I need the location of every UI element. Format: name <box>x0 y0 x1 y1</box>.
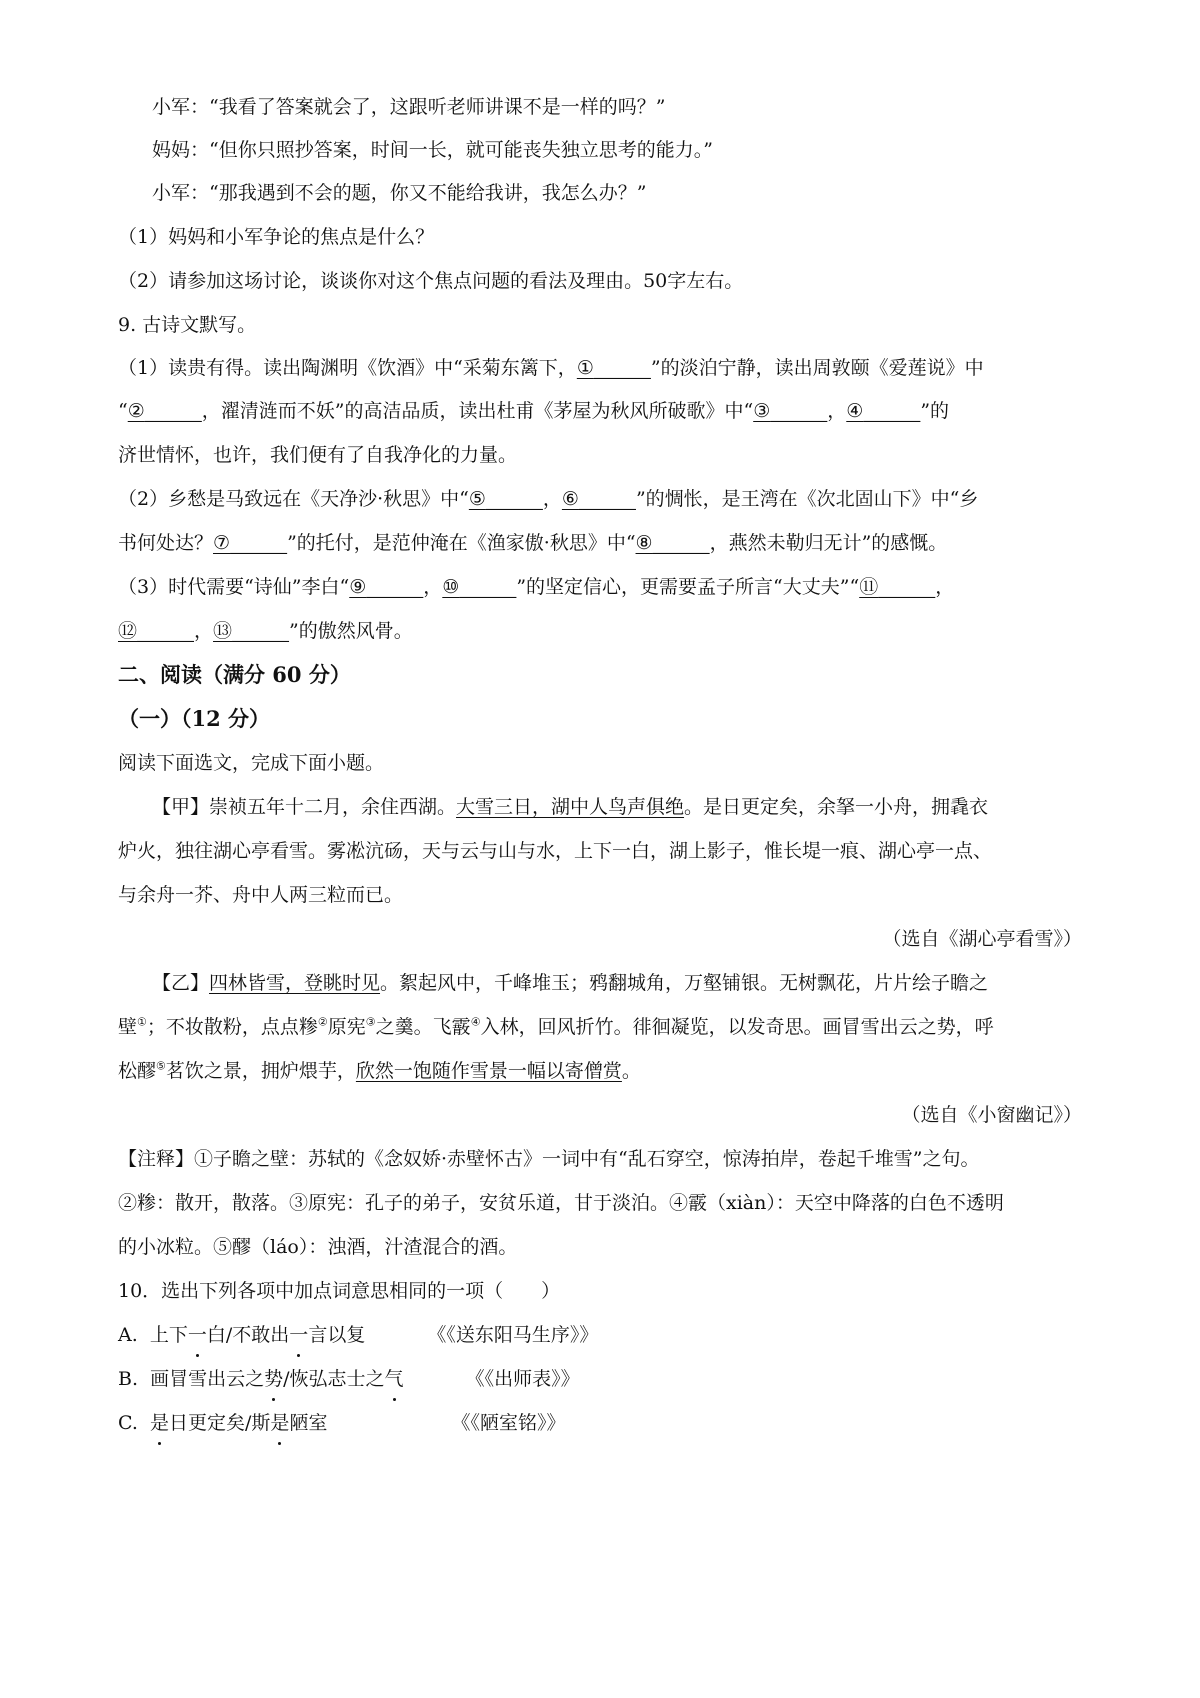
option-c[interactable]: C. 是日更定矣/斯是陋室 《《陋室铭》》 <box>118 1408 566 1438</box>
passage-yi-line: 【乙】四林皆雪，登眺时见。絮起风中，千峰堆玉；鸦翻城角，万壑铺银。无树飘花，片片绘子瞻之 <box>152 972 989 994</box>
notes-line: 的小冰粒。⑤醪（láo）：浊酒，汁渣混合的酒。 <box>118 1236 518 1258</box>
question-8-sub-1: （1）妈妈和小军争论的焦点是什么？ <box>118 226 435 248</box>
fill-blank[interactable]: ⑩ ______ <box>442 572 516 602</box>
section-title: 二、阅读（满分 60 分） <box>118 662 351 687</box>
option-a[interactable]: A. 上下一白/不敢出一言以复 《《送东阳马生序》》 <box>118 1320 598 1350</box>
section-part-title: （一）（12 分） <box>118 706 271 731</box>
passage-source: （选自《湖心亭看雪》） <box>882 928 1082 950</box>
fill-blank[interactable]: ⑫ ______ <box>118 616 194 646</box>
fill-blank[interactable]: ⑥ ______ <box>562 484 636 514</box>
fill-blank[interactable]: ⑬ ______ <box>213 616 289 646</box>
q9-line: （1）读贵有得。读出陶渊明《饮酒》中“采菊东篱下，① ______ ”的淡泊宁静，读出周敦颐《爱莲说》中 <box>118 353 984 383</box>
fill-blank[interactable]: ③ ______ <box>753 396 827 426</box>
q9-line: （2）乡愁是马致远在《天净沙·秋思》中“⑤ ______ ，⑥ ______ ”的惆怅，是王湾在《次北固山下》中“乡 <box>118 484 978 514</box>
passage-jia-line: 炉火，独往湖心亭看雪。雾凇沆砀，天与云与山与水，上下一白，湖上影子，惟长堤一痕、湖心亭一点、 <box>118 840 993 862</box>
question-8-sub-2: （2）请参加这场讨论，谈谈你对这个焦点问题的看法及理由。50字左右。 <box>118 270 744 292</box>
passage-yi-line: 壁①；不妆散粉，点点糁②原宪③之羹。飞霰④入林，回风折竹。徘徊凝览，以发奇思。画冒雪出云之势，呼 <box>118 1015 994 1038</box>
passage-source: （选自《小窗幽记》） <box>901 1104 1082 1126</box>
fill-blank[interactable]: ⑤ ______ <box>469 484 543 514</box>
dialogue-line: 小军：“我看了答案就会了，这跟听老师讲课不是一样的吗？” <box>152 96 666 118</box>
passage-jia-line: 与余舟一芥、舟中人两三粒而已。 <box>118 884 404 906</box>
fill-blank[interactable]: ⑧ ______ <box>636 528 710 558</box>
dialogue-line: 妈妈：“但你只照抄答案，时间一长，就可能丧失独立思考的能力。” <box>152 139 713 161</box>
notes-line: 【注释】①子瞻之壁：苏轼的《念奴娇·赤壁怀古》一词中有“乱石穿空，惊涛拍岸，卷起千堆雪”之句。 <box>118 1148 980 1170</box>
q9-line: ⑫ ______ ，⑬ ______ ”的傲然风骨。 <box>118 616 413 646</box>
q9-line: 济世情怀，也许，我们便有了自我净化的力量。 <box>118 444 518 466</box>
q9-line: 书何处达？⑦ ______ ”的托付，是范仲淹在《渔家傲·秋思》中“⑧ ______ ，燕然未勒归无计”的感慨。 <box>118 528 947 558</box>
q9-line: “② ______ ，濯清涟而不妖”的高洁品质，读出杜甫《茅屋为秋风所破歌》中“③ ______ ，④ ______ ”的 <box>118 396 949 426</box>
fill-blank[interactable]: ⑨ ______ <box>349 572 423 602</box>
q9-line: （3）时代需要“诗仙”李白“⑨ ______ ，⑩ ______ ”的坚定信心，更需要孟子所言“大丈夫”“⑪ ______ ， <box>118 572 954 602</box>
dialogue-line: 小军：“那我遇到不会的题，你又不能给我讲，我怎么办？” <box>152 182 647 204</box>
fill-blank[interactable]: ④ ______ <box>846 396 920 426</box>
notes-line: ②糁：散开，散落。③原宪：孔子的弟子，安贫乐道，甘于淡泊。④霰（xiàn）：天空中降落的白色不透明 <box>118 1192 1004 1214</box>
reading-instruction: 阅读下面选文，完成下面小题。 <box>118 752 385 774</box>
passage-jia-line: 【甲】崇祯五年十二月，余住西湖。大雪三日，湖中人鸟声俱绝。是日更定矣，余拏一小舟，拥毳衣 <box>152 796 989 818</box>
option-b[interactable]: B. 画冒雪出云之势/恢弘志士之气 《《出师表》》 <box>118 1364 580 1394</box>
question-9-title: 9. 古诗文默写。 <box>118 314 257 336</box>
passage-yi-line: 松醪⑤茗饮之景，拥炉煨芋，欣然一饱随作雪景一幅以寄僧赏。 <box>118 1059 641 1082</box>
fill-blank[interactable]: ① ______ <box>577 353 651 383</box>
fill-blank[interactable]: ② ______ <box>128 396 202 426</box>
fill-blank[interactable]: ⑦ ______ <box>213 528 287 558</box>
question-10-title: 10．选出下列各项中加点词意思相同的一项（ ） <box>118 1280 561 1302</box>
fill-blank[interactable]: ⑪ ______ <box>859 572 935 602</box>
